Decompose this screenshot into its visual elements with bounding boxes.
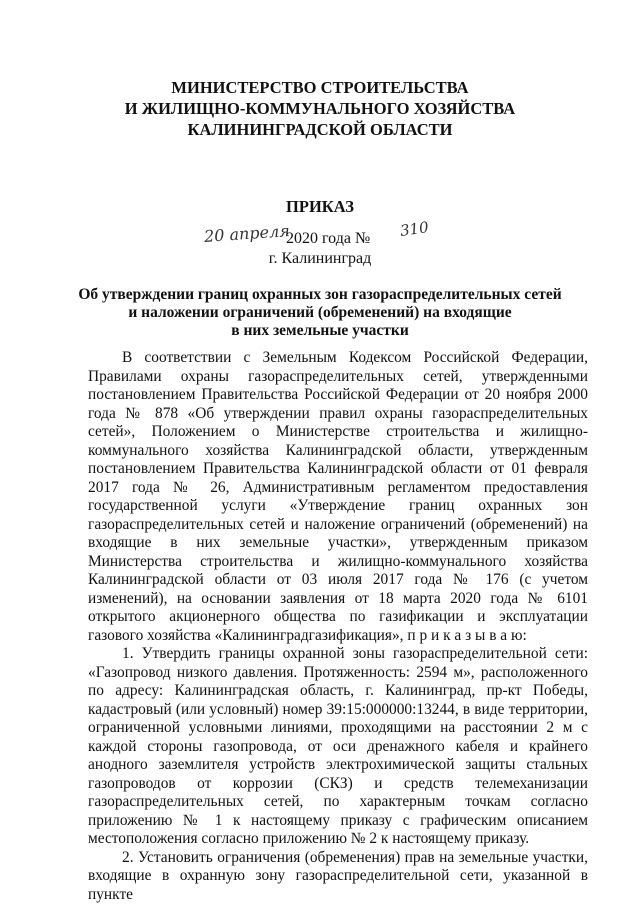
handwritten-number: 310 (398, 218, 430, 240)
printed-date: 2020 года № (286, 230, 371, 247)
order-title: ПРИКАЗ (286, 197, 354, 216)
handwritten-date: 20 апреля (203, 221, 291, 246)
document-body (88, 349, 588, 904)
body-paragraph-2: 1. Утвердить границы охранной зоны газораспределительной сети: «Газопровод низкого давления. Протяженность: 2594 м», расположенного по адресу: Калининградская область, г. Калининград, пр-кт Победы, кадастровый (или условный) номер 39:15:000000:13244, в виде территории, ограниченной условными линиями, проходящими на расстоянии 2 м с каждой стороны газопровода, от оси дренажного кабеля и крайнего анодного заземлителя устройств электрохимической защиты стальных газопроводов от коррозии (СКЗ) и средств телемеханизации газораспределительных сетей, по характерным точкам согласно приложению № 1 к настоящему приказу с графическим описанием местоположения согласно приложению № 2 к настоящему приказу. (88, 645, 588, 847)
order-subject (60, 286, 580, 340)
city-line: г. Калининград (268, 250, 372, 267)
header-line-3: КАЛИНИНГРАДСКОЙ ОБЛАСТИ (187, 120, 453, 139)
subject-line-1: Об утверждении границ охранных зон газораспределительных сетей (78, 286, 562, 303)
body-paragraph-1: В соответствии с Земельным Кодексом Российской Федерации, Правилами охраны газораспределительных сетей, утвержденными постановлением Правительства Российской Федерации от 20 ноября 2000 года № 878 «Об утверждении правил охраны газораспределительных сетей», Положением о Министерстве строительства и жилищно-коммунального хозяйства Калининградской области, утвержденным постановлением Правительства Калининградской области от 01 февраля 2017 года № 26, Административным регламентом предоставления государственной услуги «Утверждение границ охранных зон газораспределительных сетей и наложение ограничений (обременений) на входящие в них земельные участки», утвержденным приказом Министерства строительства и жилищно-коммунального хозяйства Калининградской области от 03 июля 2017 года № 176 (с учетом изменений), на основании заявления от 18 марта 2020 года № 6101 открытого акционерного общества по газификации и эксплуатации газового хозяйства «Калининградгазификация», п р и к а з ы в а ю: (88, 349, 588, 644)
header-line-2: И ЖИЛИЩНО-КОММУНАЛЬНОГО ХОЗЯЙСТВА (124, 99, 516, 118)
order-date-line (200, 218, 460, 252)
header-line-1: МИНИСТЕРСТВО СТРОИТЕЛЬСТВА (171, 78, 469, 97)
subject-line-3: в них земельные участки (231, 322, 409, 339)
ministry-header (0, 77, 640, 140)
body-paragraph-3: 2. Установить ограничения (обременения) прав на земельные участки, входящие в охранную зону газораспределительной сети, указанной в пункте (88, 848, 588, 903)
subject-line-2: и наложении ограничений (обременений) на входящие (128, 304, 512, 321)
